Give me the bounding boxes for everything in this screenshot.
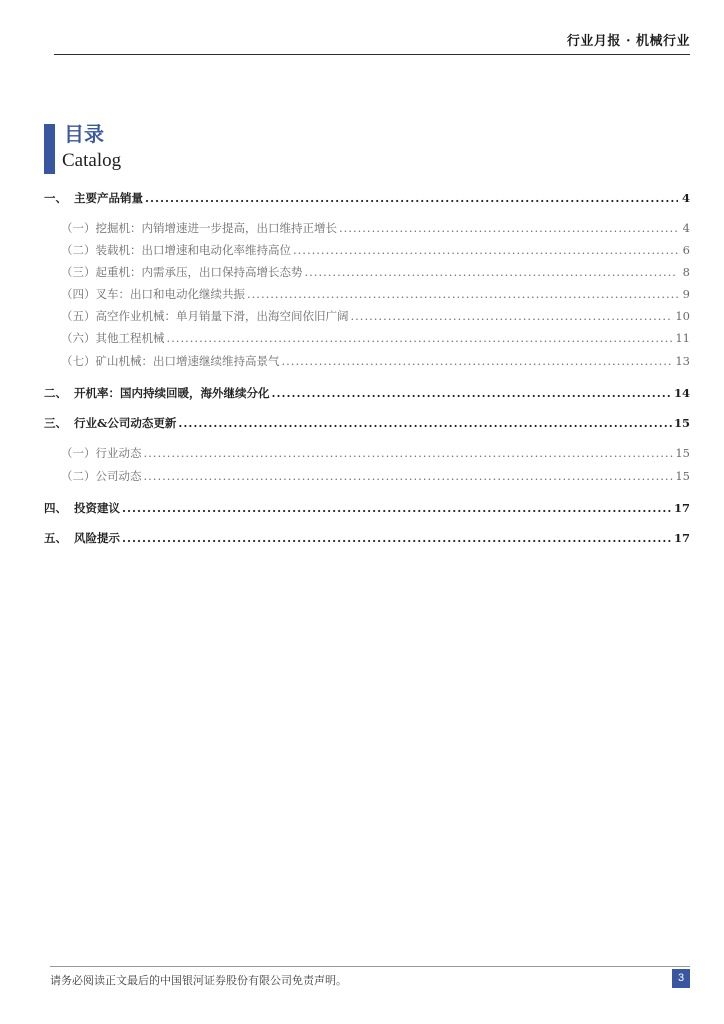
toc-page: 4 (682, 221, 690, 235)
toc-entry-1-4[interactable] (44, 286, 690, 306)
toc-text: 装载机：出口增速和电动化率维持高位 (95, 243, 291, 257)
toc-leader (351, 309, 674, 323)
toc-text: 风险提示 (74, 531, 120, 545)
toc-number: （三） (61, 265, 96, 279)
footer-disclaimer: 请务必阅读正文最后的中国银河证券股份有限公司免责声明。 (50, 974, 347, 987)
toc-page: 17 (673, 531, 690, 545)
toc-number: （七） (61, 354, 96, 368)
toc-text: 起重机：内需承压，出口保持高增长态势 (95, 265, 303, 279)
toc-entry-3-2[interactable] (44, 468, 690, 488)
toc-page: 8 (682, 265, 690, 279)
toc-entry-5[interactable] (44, 530, 690, 550)
toc-entry-1[interactable] (44, 190, 690, 210)
toc-page: 14 (673, 386, 690, 400)
toc-page: 15 (673, 416, 690, 430)
toc-number: （二） (61, 243, 96, 257)
toc-leader (122, 531, 672, 545)
toc-entry-1-3[interactable] (44, 264, 690, 284)
toc-number: （一） (61, 446, 96, 460)
toc-leader (272, 386, 672, 400)
toc-entry-4[interactable] (44, 500, 690, 520)
toc-text: 矿山机械：出口增速继续维持高景气 (95, 354, 280, 368)
toc-number: 三、 (44, 416, 67, 430)
toc-entry-3-1[interactable] (44, 445, 690, 465)
toc-page: 10 (675, 309, 690, 323)
catalog-accent-bar (44, 124, 55, 174)
toc-text: 行业动态 (95, 446, 142, 460)
header-rule (54, 54, 690, 55)
toc-text: 主要产品销量 (74, 191, 143, 205)
toc-leader (167, 331, 674, 345)
toc-leader (122, 501, 672, 515)
toc-number: 五、 (44, 531, 67, 545)
catalog-title-en: Catalog (62, 150, 122, 171)
toc-number: （五） (61, 309, 96, 323)
toc-page: 15 (675, 469, 690, 483)
toc-leader (178, 416, 672, 430)
toc-entry-1-7[interactable] (44, 353, 690, 373)
toc-text: 公司动态 (95, 469, 142, 483)
toc-entry-3[interactable] (44, 415, 690, 435)
toc-page: 15 (675, 446, 690, 460)
toc-leader (339, 221, 678, 235)
toc-page: 9 (682, 287, 690, 301)
toc-leader (282, 354, 674, 368)
page-number-badge: 3 (672, 969, 690, 988)
toc-text: 投资建议 (74, 501, 120, 515)
toc-text: 挖掘机：内销增速进一步提高，出口维持正增长 (95, 221, 337, 235)
toc-number: 四、 (44, 501, 67, 515)
toc-entry-1-1[interactable] (44, 220, 690, 240)
toc-page: 17 (673, 501, 690, 515)
toc-number: （一） (61, 221, 96, 235)
toc-number: （六） (61, 331, 96, 345)
catalog-title-cn: 目录 (64, 122, 104, 146)
toc-text: 开机率：国内持续回暖，海外继续分化 (74, 386, 270, 400)
toc-leader (247, 287, 678, 301)
report-header-title: 行业月报 · 机械行业 (566, 34, 690, 49)
toc-text: 叉车：出口和电动化继续共振 (95, 287, 245, 301)
catalog-heading (44, 124, 344, 176)
toc-page: 4 (681, 191, 690, 205)
toc-page: 6 (682, 243, 690, 257)
toc-leader (293, 243, 678, 257)
toc-entry-1-6[interactable] (44, 330, 690, 350)
toc-text: 高空作业机械：单月销量下滑，出海空间依旧广阔 (95, 309, 349, 323)
toc-text: 行业&公司动态更新 (74, 416, 177, 430)
toc-entry-1-2[interactable] (44, 242, 690, 262)
toc-entry-2[interactable] (44, 385, 690, 405)
toc-text: 其他工程机械 (95, 331, 165, 345)
toc-page: 13 (675, 354, 690, 368)
toc-page: 11 (675, 331, 690, 345)
toc-number: 一、 (44, 191, 67, 205)
toc-number: （二） (61, 469, 96, 483)
footer-rule (50, 966, 690, 967)
toc-number: （四） (61, 287, 96, 301)
toc-leader (305, 265, 679, 279)
toc-leader (145, 191, 678, 205)
toc-leader (144, 469, 674, 483)
toc-leader (144, 446, 674, 460)
toc-entry-1-5[interactable] (44, 308, 690, 328)
toc-number: 二、 (44, 386, 67, 400)
